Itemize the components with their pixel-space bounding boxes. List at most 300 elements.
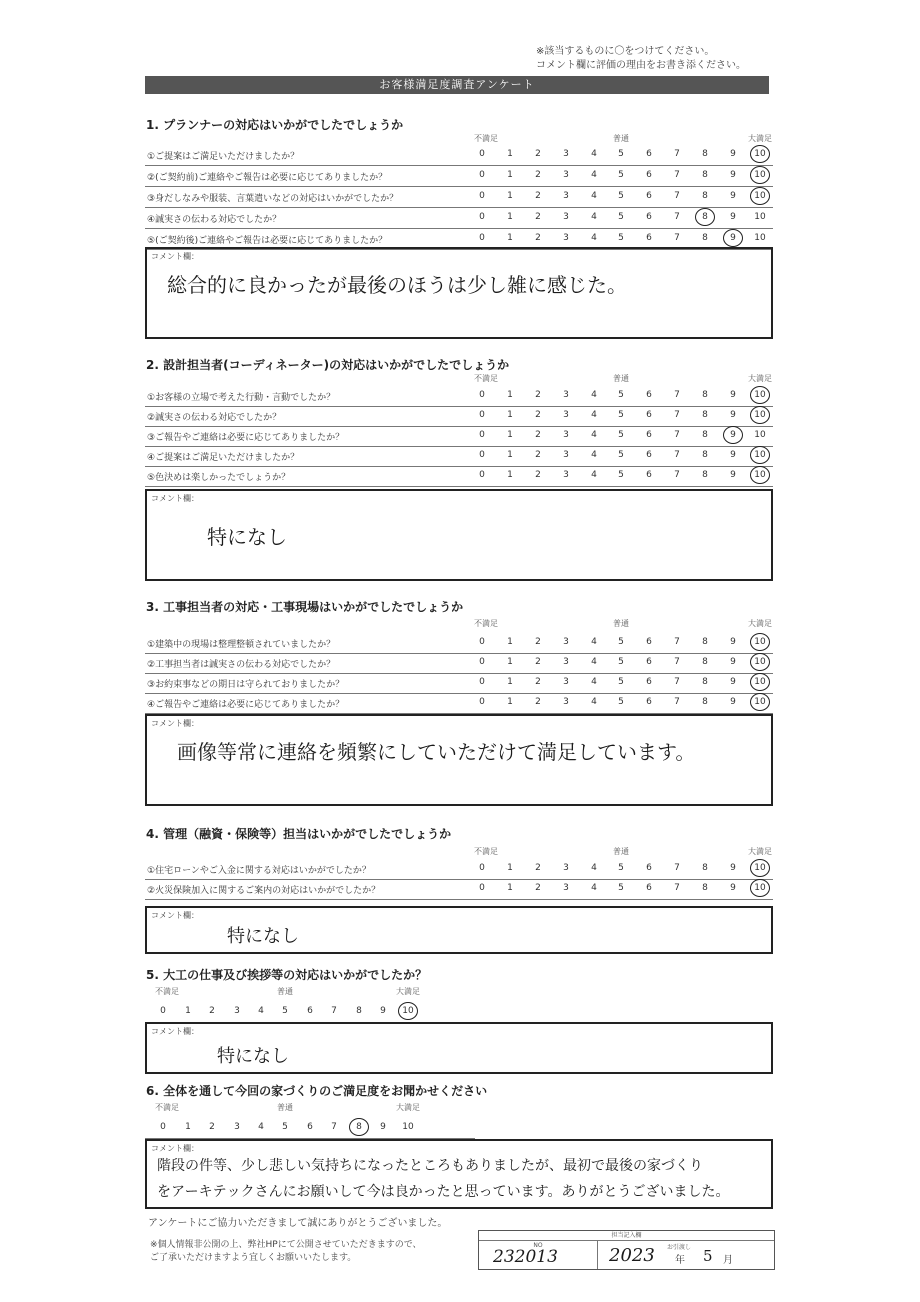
section-1-q3-option-1[interactable]: 1 bbox=[507, 191, 513, 201]
section-5-comment-label: コメント欄： bbox=[151, 1027, 199, 1036]
section-3-scale-mid: 普通 bbox=[613, 619, 629, 628]
section-3-q1-option-2[interactable]: 2 bbox=[535, 637, 541, 647]
section-4-scale-low: 不満足 bbox=[474, 847, 498, 856]
instruction-note-1: ※該当するものに〇をつけてください。 bbox=[536, 46, 715, 57]
section-3-title: 3. 工事担当者の対応・工事現場はいかがでしたでしょうか bbox=[146, 600, 464, 614]
section-2-q4-option-8[interactable]: 8 bbox=[702, 450, 708, 460]
section-5-option-0[interactable]: 0 bbox=[160, 1006, 166, 1016]
section-2-q3-option-10[interactable]: 10 bbox=[754, 430, 766, 440]
section-3-q3-option-1[interactable]: 1 bbox=[507, 677, 513, 687]
section-6-scale-low: 不満足 bbox=[155, 1103, 179, 1112]
section-2-q4-option-7[interactable]: 7 bbox=[674, 450, 680, 460]
section-4-q1-option-9[interactable]: 9 bbox=[730, 863, 736, 873]
section-6-option-3[interactable]: 3 bbox=[234, 1122, 240, 1132]
section-1-q2-option-7[interactable]: 7 bbox=[674, 170, 680, 180]
section-1-question-row bbox=[145, 145, 773, 166]
section-2-q1-option-10[interactable]: 10 bbox=[754, 390, 766, 400]
section-3-q2-option-5[interactable]: 5 bbox=[618, 657, 624, 667]
section-2-question-row bbox=[145, 466, 773, 487]
section-1-question-text: ⑤(ご契約後)ご連絡やご報告は必要に応じてありましたか？ bbox=[147, 236, 388, 246]
thanks-text: アンケートにご協力いただきまして誠にありがとうございました。 bbox=[148, 1218, 448, 1229]
section-1-q4-option-0[interactable]: 0 bbox=[479, 212, 485, 222]
section-3-q2-option-4[interactable]: 4 bbox=[591, 657, 597, 667]
section-1-q5-option-6[interactable]: 6 bbox=[646, 233, 652, 243]
section-3-q4-option-8[interactable]: 8 bbox=[702, 697, 708, 707]
section-1-q3-selected-circle bbox=[750, 187, 770, 205]
section-6-rating-row bbox=[145, 1118, 475, 1139]
section-2-q2-option-7[interactable]: 7 bbox=[674, 410, 680, 420]
section-4-q2-option-4[interactable]: 4 bbox=[591, 883, 597, 893]
section-2-q4-option-0[interactable]: 0 bbox=[479, 450, 485, 460]
section-2-q1-option-0[interactable]: 0 bbox=[479, 390, 485, 400]
section-3-question-text: ③お約束事などの期日は守られておりましたか？ bbox=[147, 680, 345, 690]
section-2-q2-option-2[interactable]: 2 bbox=[535, 410, 541, 420]
instruction-note-2: コメント欄に評価の理由をお書き添ください。 bbox=[536, 60, 746, 71]
section-1-question-text: ②(ご契約前)ご連絡やご報告は必要に応じてありましたか？ bbox=[147, 173, 388, 183]
section-3-q3-selected-circle bbox=[750, 673, 770, 691]
section-1-title: 1. プランナーの対応はいかがでしたでしょうか bbox=[146, 118, 404, 132]
section-3-q1-option-9[interactable]: 9 bbox=[730, 637, 736, 647]
section-2-q2-option-8[interactable]: 8 bbox=[702, 410, 708, 420]
section-1-comment-box[interactable] bbox=[145, 247, 773, 339]
section-1-q3-option-0[interactable]: 0 bbox=[479, 191, 485, 201]
section-1-q3-option-3[interactable]: 3 bbox=[563, 191, 569, 201]
section-2-q3-option-6[interactable]: 6 bbox=[646, 430, 652, 440]
section-1-q4-option-4[interactable]: 4 bbox=[591, 212, 597, 222]
section-3-q1-option-4[interactable]: 4 bbox=[591, 637, 597, 647]
section-3-q4-option-0[interactable]: 0 bbox=[479, 697, 485, 707]
section-1-q5-option-1[interactable]: 1 bbox=[507, 233, 513, 243]
section-4-question-row bbox=[145, 879, 773, 900]
section-2-q2-option-3[interactable]: 3 bbox=[563, 410, 569, 420]
section-3-scale-high: 大満足 bbox=[748, 619, 772, 628]
section-3-question-row bbox=[145, 633, 773, 654]
section-1-q1-option-7[interactable]: 7 bbox=[674, 149, 680, 159]
section-2-q4-option-3[interactable]: 3 bbox=[563, 450, 569, 460]
section-3-q1-selected-circle bbox=[750, 633, 770, 651]
section-1-q5-option-10[interactable]: 10 bbox=[754, 233, 766, 243]
section-2-q5-option-7[interactable]: 7 bbox=[674, 470, 680, 480]
section-1-q1-option-0[interactable]: 0 bbox=[479, 149, 485, 159]
section-3-q2-selected-circle bbox=[750, 653, 770, 671]
section-2-q5-option-3[interactable]: 3 bbox=[563, 470, 569, 480]
section-2-question-row bbox=[145, 386, 773, 407]
section-2-q5-option-10[interactable]: 10 bbox=[754, 470, 766, 480]
section-3-q2-option-7[interactable]: 7 bbox=[674, 657, 680, 667]
section-4-q1-option-10[interactable]: 10 bbox=[754, 863, 766, 873]
section-3-q2-option-0[interactable]: 0 bbox=[479, 657, 485, 667]
section-2-q2-option-1[interactable]: 1 bbox=[507, 410, 513, 420]
section-2-q3-option-5[interactable]: 5 bbox=[618, 430, 624, 440]
section-3-q1-option-8[interactable]: 8 bbox=[702, 637, 708, 647]
section-1-q3-option-5[interactable]: 5 bbox=[618, 191, 624, 201]
section-2-q5-option-5[interactable]: 5 bbox=[618, 470, 624, 480]
section-3-q3-option-0[interactable]: 0 bbox=[479, 677, 485, 687]
privacy-note-2: ご了承いただけますよう宜しくお願いいたします。 bbox=[150, 1253, 357, 1263]
section-1-q3-option-4[interactable]: 4 bbox=[591, 191, 597, 201]
section-1-q2-option-1[interactable]: 1 bbox=[507, 170, 513, 180]
section-6-option-7[interactable]: 7 bbox=[331, 1122, 337, 1132]
section-1-q4-option-10[interactable]: 10 bbox=[754, 212, 766, 222]
section-5-option-8[interactable]: 8 bbox=[356, 1006, 362, 1016]
section-2-scale-low: 不満足 bbox=[474, 374, 498, 383]
section-2-q3-option-0[interactable]: 0 bbox=[479, 430, 485, 440]
section-5-option-1[interactable]: 1 bbox=[185, 1006, 191, 1016]
section-4-q2-option-2[interactable]: 2 bbox=[535, 883, 541, 893]
section-1-q1-option-2[interactable]: 2 bbox=[535, 149, 541, 159]
section-2-q3-selected-circle bbox=[723, 426, 743, 444]
section-2-question-row bbox=[145, 426, 773, 447]
section-2-q5-selected-circle bbox=[750, 466, 770, 484]
section-1-q2-selected-circle bbox=[750, 166, 770, 184]
section-1-q1-option-1[interactable]: 1 bbox=[507, 149, 513, 159]
section-3-q3-option-6[interactable]: 6 bbox=[646, 677, 652, 687]
section-1-q5-selected-circle bbox=[723, 229, 743, 247]
section-1-question-row bbox=[145, 187, 773, 208]
section-1-comment-label: コメント欄： bbox=[151, 252, 199, 261]
section-5-scale-low: 不満足 bbox=[155, 987, 179, 996]
year-unit: 年 bbox=[675, 1255, 685, 1266]
section-1-scale-mid: 普通 bbox=[613, 134, 629, 143]
move-label: お引渡し bbox=[666, 1244, 691, 1251]
section-1-q4-option-9[interactable]: 9 bbox=[730, 212, 736, 222]
section-1-q4-option-2[interactable]: 2 bbox=[535, 212, 541, 222]
section-2-q4-option-2[interactable]: 2 bbox=[535, 450, 541, 460]
section-3-q2-option-9[interactable]: 9 bbox=[730, 657, 736, 667]
section-3-q4-option-3[interactable]: 3 bbox=[563, 697, 569, 707]
section-6-option-0[interactable]: 0 bbox=[160, 1122, 166, 1132]
section-4-q2-option-5[interactable]: 5 bbox=[618, 883, 624, 893]
section-2-q2-selected-circle bbox=[750, 406, 770, 424]
section-3-q4-option-2[interactable]: 2 bbox=[535, 697, 541, 707]
section-1-q3-option-2[interactable]: 2 bbox=[535, 191, 541, 201]
section-3-q3-option-7[interactable]: 7 bbox=[674, 677, 680, 687]
section-3-question-text: ①建築中の現場は整理整頓されていましたか？ bbox=[147, 640, 336, 650]
section-2-q5-option-1[interactable]: 1 bbox=[507, 470, 513, 480]
section-2-q2-option-10[interactable]: 10 bbox=[754, 410, 766, 420]
section-6-option-2[interactable]: 2 bbox=[209, 1122, 215, 1132]
section-3-q3-option-8[interactable]: 8 bbox=[702, 677, 708, 687]
section-3-q1-option-0[interactable]: 0 bbox=[479, 637, 485, 647]
section-3-q4-option-7[interactable]: 7 bbox=[674, 697, 680, 707]
section-3-q1-option-3[interactable]: 3 bbox=[563, 637, 569, 647]
section-3-q3-option-3[interactable]: 3 bbox=[563, 677, 569, 687]
section-2-q3-option-4[interactable]: 4 bbox=[591, 430, 597, 440]
section-3-q3-option-10[interactable]: 10 bbox=[754, 677, 766, 687]
section-1-q5-option-2[interactable]: 2 bbox=[535, 233, 541, 243]
section-3-question-text: ②工事担当者は誠実さの伝わる対応でしたか？ bbox=[147, 660, 336, 670]
section-6-option-10[interactable]: 10 bbox=[402, 1122, 414, 1132]
section-3-q2-option-10[interactable]: 10 bbox=[754, 657, 766, 667]
section-5-option-5[interactable]: 5 bbox=[282, 1006, 288, 1016]
section-2-q3-option-8[interactable]: 8 bbox=[702, 430, 708, 440]
section-1-q1-option-9[interactable]: 9 bbox=[730, 149, 736, 159]
section-1-q1-option-4[interactable]: 4 bbox=[591, 149, 597, 159]
section-3-q1-option-1[interactable]: 1 bbox=[507, 637, 513, 647]
section-5-option-2[interactable]: 2 bbox=[209, 1006, 215, 1016]
section-5-scale-high: 大満足 bbox=[396, 987, 420, 996]
section-2-q2-option-0[interactable]: 0 bbox=[479, 410, 485, 420]
section-1-q5-option-0[interactable]: 0 bbox=[479, 233, 485, 243]
section-1-q3-option-8[interactable]: 8 bbox=[702, 191, 708, 201]
section-1-q5-option-4[interactable]: 4 bbox=[591, 233, 597, 243]
section-2-q1-option-1[interactable]: 1 bbox=[507, 390, 513, 400]
section-2-q1-option-6[interactable]: 6 bbox=[646, 390, 652, 400]
section-2-q3-option-2[interactable]: 2 bbox=[535, 430, 541, 440]
section-1-q5-option-7[interactable]: 7 bbox=[674, 233, 680, 243]
section-6-comment-box[interactable] bbox=[145, 1139, 773, 1209]
section-1-q2-option-5[interactable]: 5 bbox=[618, 170, 624, 180]
section-4-q2-option-9[interactable]: 9 bbox=[730, 883, 736, 893]
section-2-q2-option-4[interactable]: 4 bbox=[591, 410, 597, 420]
section-1-q3-option-6[interactable]: 6 bbox=[646, 191, 652, 201]
section-3-q3-option-9[interactable]: 9 bbox=[730, 677, 736, 687]
section-1-q5-option-3[interactable]: 3 bbox=[563, 233, 569, 243]
section-2-q3-option-9[interactable]: 9 bbox=[730, 430, 736, 440]
section-4-q1-option-3[interactable]: 3 bbox=[563, 863, 569, 873]
section-4-comment-text: 特になし bbox=[227, 926, 299, 947]
section-4-question-row bbox=[145, 859, 773, 880]
section-1-question-row bbox=[145, 208, 773, 229]
section-6-option-1[interactable]: 1 bbox=[185, 1122, 191, 1132]
section-2-q2-option-5[interactable]: 5 bbox=[618, 410, 624, 420]
section-4-scale-high: 大満足 bbox=[748, 847, 772, 856]
section-2-question-text: ③ご報告やご連絡は必要に応じてありましたか？ bbox=[147, 433, 345, 443]
section-4-q2-option-6[interactable]: 6 bbox=[646, 883, 652, 893]
section-1-q4-option-1[interactable]: 1 bbox=[507, 212, 513, 222]
section-5-option-7[interactable]: 7 bbox=[331, 1006, 337, 1016]
section-1-q1-option-6[interactable]: 6 bbox=[646, 149, 652, 159]
section-3-q3-option-2[interactable]: 2 bbox=[535, 677, 541, 687]
section-2-q5-option-4[interactable]: 4 bbox=[591, 470, 597, 480]
section-5-option-3[interactable]: 3 bbox=[234, 1006, 240, 1016]
section-2-question-text: ④ご提案はご満足いただけましたか？ bbox=[147, 453, 300, 463]
section-1-q4-selected-circle bbox=[695, 208, 715, 226]
section-3-q4-option-5[interactable]: 5 bbox=[618, 697, 624, 707]
section-6-option-9[interactable]: 9 bbox=[380, 1122, 386, 1132]
section-1-q1-option-8[interactable]: 8 bbox=[702, 149, 708, 159]
section-4-q1-selected-circle bbox=[750, 859, 770, 877]
section-4-comment-box[interactable] bbox=[145, 906, 773, 954]
section-3-comment-label: コメント欄： bbox=[151, 719, 199, 728]
section-2-q3-option-3[interactable]: 3 bbox=[563, 430, 569, 440]
section-1-scale-high: 大満足 bbox=[748, 134, 772, 143]
section-2-q1-option-3[interactable]: 3 bbox=[563, 390, 569, 400]
section-4-scale-mid: 普通 bbox=[613, 847, 629, 856]
section-3-q2-option-3[interactable]: 3 bbox=[563, 657, 569, 667]
section-4-q2-option-1[interactable]: 1 bbox=[507, 883, 513, 893]
section-1-question-row bbox=[145, 166, 773, 187]
section-2-q3-option-1[interactable]: 1 bbox=[507, 430, 513, 440]
section-1-question-text: ①ご提案はご満足いただけましたか？ bbox=[147, 152, 300, 162]
section-1-q2-option-4[interactable]: 4 bbox=[591, 170, 597, 180]
section-3-q4-selected-circle bbox=[750, 693, 770, 711]
section-2-q2-option-6[interactable]: 6 bbox=[646, 410, 652, 420]
section-2-q5-option-0[interactable]: 0 bbox=[479, 470, 485, 480]
section-3-comment-box[interactable] bbox=[145, 714, 773, 806]
section-2-question-text: ②誠実さの伝わる対応でしたか？ bbox=[147, 413, 282, 423]
section-2-title: 2. 設計担当者(コーディネーター)の対応はいかがでしたでしょうか bbox=[146, 358, 510, 372]
section-1-q2-option-2[interactable]: 2 bbox=[535, 170, 541, 180]
section-2-q5-option-8[interactable]: 8 bbox=[702, 470, 708, 480]
section-1-question-text: ④誠実さの伝わる対応でしたか？ bbox=[147, 215, 282, 225]
section-1-q4-option-8[interactable]: 8 bbox=[702, 212, 708, 222]
section-6-option-5[interactable]: 5 bbox=[282, 1122, 288, 1132]
section-1-q4-option-5[interactable]: 5 bbox=[618, 212, 624, 222]
section-3-scale-low: 不満足 bbox=[474, 619, 498, 628]
privacy-note-1: ※個人情報非公開の上、弊社HPにて公開させていただきますので、 bbox=[150, 1240, 422, 1250]
section-6-option-6[interactable]: 6 bbox=[307, 1122, 313, 1132]
section-6-selected-circle bbox=[349, 1118, 369, 1136]
section-3-q2-option-1[interactable]: 1 bbox=[507, 657, 513, 667]
section-2-question-row bbox=[145, 406, 773, 427]
section-1-q1-selected-circle bbox=[750, 145, 770, 163]
section-1-q3-option-9[interactable]: 9 bbox=[730, 191, 736, 201]
section-2-q5-option-2[interactable]: 2 bbox=[535, 470, 541, 480]
section-1-q1-option-3[interactable]: 3 bbox=[563, 149, 569, 159]
section-2-scale-high: 大満足 bbox=[748, 374, 772, 383]
section-1-q3-option-7[interactable]: 7 bbox=[674, 191, 680, 201]
section-4-q1-option-6[interactable]: 6 bbox=[646, 863, 652, 873]
section-6-option-4[interactable]: 4 bbox=[258, 1122, 264, 1132]
section-3-comment-text: 画像等常に連絡を頻繁にしていただけて満足しています。 bbox=[177, 740, 696, 764]
section-5-comment-text: 特になし bbox=[217, 1046, 289, 1067]
section-3-q1-option-5[interactable]: 5 bbox=[618, 637, 624, 647]
section-1-question-text: ③身だしなみや服装、言葉遣いなどの対応はいかがでしたか？ bbox=[147, 194, 399, 204]
section-5-comment-box[interactable] bbox=[145, 1022, 773, 1074]
section-5-option-6[interactable]: 6 bbox=[307, 1006, 313, 1016]
section-4-q1-option-7[interactable]: 7 bbox=[674, 863, 680, 873]
section-5-option-9[interactable]: 9 bbox=[380, 1006, 386, 1016]
section-1-scale-low: 不満足 bbox=[474, 134, 498, 143]
section-3-question-row bbox=[145, 693, 773, 714]
section-2-q4-option-1[interactable]: 1 bbox=[507, 450, 513, 460]
section-4-q1-option-8[interactable]: 8 bbox=[702, 863, 708, 873]
section-3-q4-option-9[interactable]: 9 bbox=[730, 697, 736, 707]
section-2-q1-option-8[interactable]: 8 bbox=[702, 390, 708, 400]
section-3-q2-option-8[interactable]: 8 bbox=[702, 657, 708, 667]
section-1-q2-option-10[interactable]: 10 bbox=[754, 170, 766, 180]
section-6-scale-high: 大満足 bbox=[396, 1103, 420, 1112]
section-6-scale-mid: 普通 bbox=[277, 1103, 293, 1112]
section-6-comment-line-1: 階段の件等、少し悲しい気持ちになったところもありましたが、最初で最後の家づくり bbox=[157, 1158, 703, 1174]
section-5-option-4[interactable]: 4 bbox=[258, 1006, 264, 1016]
section-5-title: 5. 大工の仕事及び挨拶等の対応はいかがでしたか？ bbox=[146, 968, 428, 982]
section-1-q1-option-5[interactable]: 5 bbox=[618, 149, 624, 159]
section-1-q4-option-6[interactable]: 6 bbox=[646, 212, 652, 222]
section-2-q5-option-9[interactable]: 9 bbox=[730, 470, 736, 480]
section-3-q3-option-4[interactable]: 4 bbox=[591, 677, 597, 687]
section-3-question-text: ④ご報告やご連絡は必要に応じてありましたか？ bbox=[147, 700, 345, 710]
section-1-q2-option-3[interactable]: 3 bbox=[563, 170, 569, 180]
section-5-option-10[interactable]: 10 bbox=[402, 1006, 414, 1016]
section-4-q2-selected-circle bbox=[750, 879, 770, 897]
section-6-comment-line-2: をアーキテックさんにお願いして今は良かったと思っています。ありがとうございました。 bbox=[157, 1184, 730, 1200]
year-value: 2023 bbox=[609, 1245, 655, 1266]
section-1-q5-option-8[interactable]: 8 bbox=[702, 233, 708, 243]
section-5-scale-mid: 普通 bbox=[277, 987, 293, 996]
section-2-q4-option-5[interactable]: 5 bbox=[618, 450, 624, 460]
month-unit: 月 bbox=[723, 1255, 733, 1266]
section-2-q4-option-4[interactable]: 4 bbox=[591, 450, 597, 460]
section-3-q4-option-4[interactable]: 4 bbox=[591, 697, 597, 707]
section-1-q4-option-3[interactable]: 3 bbox=[563, 212, 569, 222]
section-6-option-8[interactable]: 8 bbox=[356, 1122, 362, 1132]
section-1-q2-option-8[interactable]: 8 bbox=[702, 170, 708, 180]
section-2-comment-text: 特になし bbox=[207, 525, 287, 549]
section-1-comment-text: 総合的に良かったが最後のほうは少し雑に感じた。 bbox=[167, 273, 627, 297]
section-1-q5-option-5[interactable]: 5 bbox=[618, 233, 624, 243]
survey-banner: お客様満足度調査アンケート bbox=[145, 76, 769, 94]
section-3-q4-option-6[interactable]: 6 bbox=[646, 697, 652, 707]
section-2-q4-option-9[interactable]: 9 bbox=[730, 450, 736, 460]
section-2-comment-label: コメント欄： bbox=[151, 494, 199, 503]
section-4-q1-option-4[interactable]: 4 bbox=[591, 863, 597, 873]
section-2-q5-option-6[interactable]: 6 bbox=[646, 470, 652, 480]
section-2-q3-option-7[interactable]: 7 bbox=[674, 430, 680, 440]
section-1-q3-option-10[interactable]: 10 bbox=[754, 191, 766, 201]
section-2-q1-option-7[interactable]: 7 bbox=[674, 390, 680, 400]
staff-record-table bbox=[478, 1230, 775, 1270]
section-3-q4-option-10[interactable]: 10 bbox=[754, 697, 766, 707]
no-value: 232013 bbox=[493, 1247, 558, 1267]
section-3-q1-option-6[interactable]: 6 bbox=[646, 637, 652, 647]
section-2-comment-box[interactable] bbox=[145, 489, 773, 581]
section-2-q1-option-5[interactable]: 5 bbox=[618, 390, 624, 400]
section-3-q1-option-10[interactable]: 10 bbox=[754, 637, 766, 647]
section-4-q1-option-5[interactable]: 5 bbox=[618, 863, 624, 873]
section-2-q4-option-6[interactable]: 6 bbox=[646, 450, 652, 460]
no-label: NO bbox=[533, 1242, 543, 1249]
section-4-q1-option-2[interactable]: 2 bbox=[535, 863, 541, 873]
section-6-comment-label: コメント欄： bbox=[151, 1144, 199, 1153]
section-2-q1-option-2[interactable]: 2 bbox=[535, 390, 541, 400]
section-4-q2-option-8[interactable]: 8 bbox=[702, 883, 708, 893]
section-4-q2-option-3[interactable]: 3 bbox=[563, 883, 569, 893]
section-3-q2-option-2[interactable]: 2 bbox=[535, 657, 541, 667]
section-4-q1-option-1[interactable]: 1 bbox=[507, 863, 513, 873]
section-1-q5-option-9[interactable]: 9 bbox=[730, 233, 736, 243]
section-4-q2-option-7[interactable]: 7 bbox=[674, 883, 680, 893]
section-3-q4-option-1[interactable]: 1 bbox=[507, 697, 513, 707]
section-3-q1-option-7[interactable]: 7 bbox=[674, 637, 680, 647]
section-2-q4-selected-circle bbox=[750, 446, 770, 464]
section-3-q2-option-6[interactable]: 6 bbox=[646, 657, 652, 667]
section-2-q4-option-10[interactable]: 10 bbox=[754, 450, 766, 460]
month-value: 5 bbox=[703, 1247, 713, 1265]
section-3-question-row bbox=[145, 653, 773, 674]
section-2-scale-mid: 普通 bbox=[613, 374, 629, 383]
section-4-q1-option-0[interactable]: 0 bbox=[479, 863, 485, 873]
section-2-question-text: ①お客様の立場で考えた行動・言動でしたか？ bbox=[147, 393, 336, 403]
section-3-question-row bbox=[145, 673, 773, 694]
section-2-question-row bbox=[145, 446, 773, 467]
section-5-rating-row bbox=[145, 1002, 475, 1023]
section-2-q2-option-9[interactable]: 9 bbox=[730, 410, 736, 420]
section-4-q2-option-10[interactable]: 10 bbox=[754, 883, 766, 893]
section-1-q4-option-7[interactable]: 7 bbox=[674, 212, 680, 222]
section-2-q1-option-9[interactable]: 9 bbox=[730, 390, 736, 400]
section-1-q2-option-6[interactable]: 6 bbox=[646, 170, 652, 180]
section-1-q2-option-9[interactable]: 9 bbox=[730, 170, 736, 180]
section-1-q1-option-10[interactable]: 10 bbox=[754, 149, 766, 159]
section-4-q2-option-0[interactable]: 0 bbox=[479, 883, 485, 893]
section-2-q1-option-4[interactable]: 4 bbox=[591, 390, 597, 400]
section-4-question-text: ②火災保険加入に関するご案内の対応はいかがでしたか？ bbox=[147, 886, 381, 896]
section-4-question-text: ①住宅ローンやご入金に関する対応はいかがでしたか？ bbox=[147, 866, 371, 876]
section-3-q3-option-5[interactable]: 5 bbox=[618, 677, 624, 687]
section-1-q2-option-0[interactable]: 0 bbox=[479, 170, 485, 180]
